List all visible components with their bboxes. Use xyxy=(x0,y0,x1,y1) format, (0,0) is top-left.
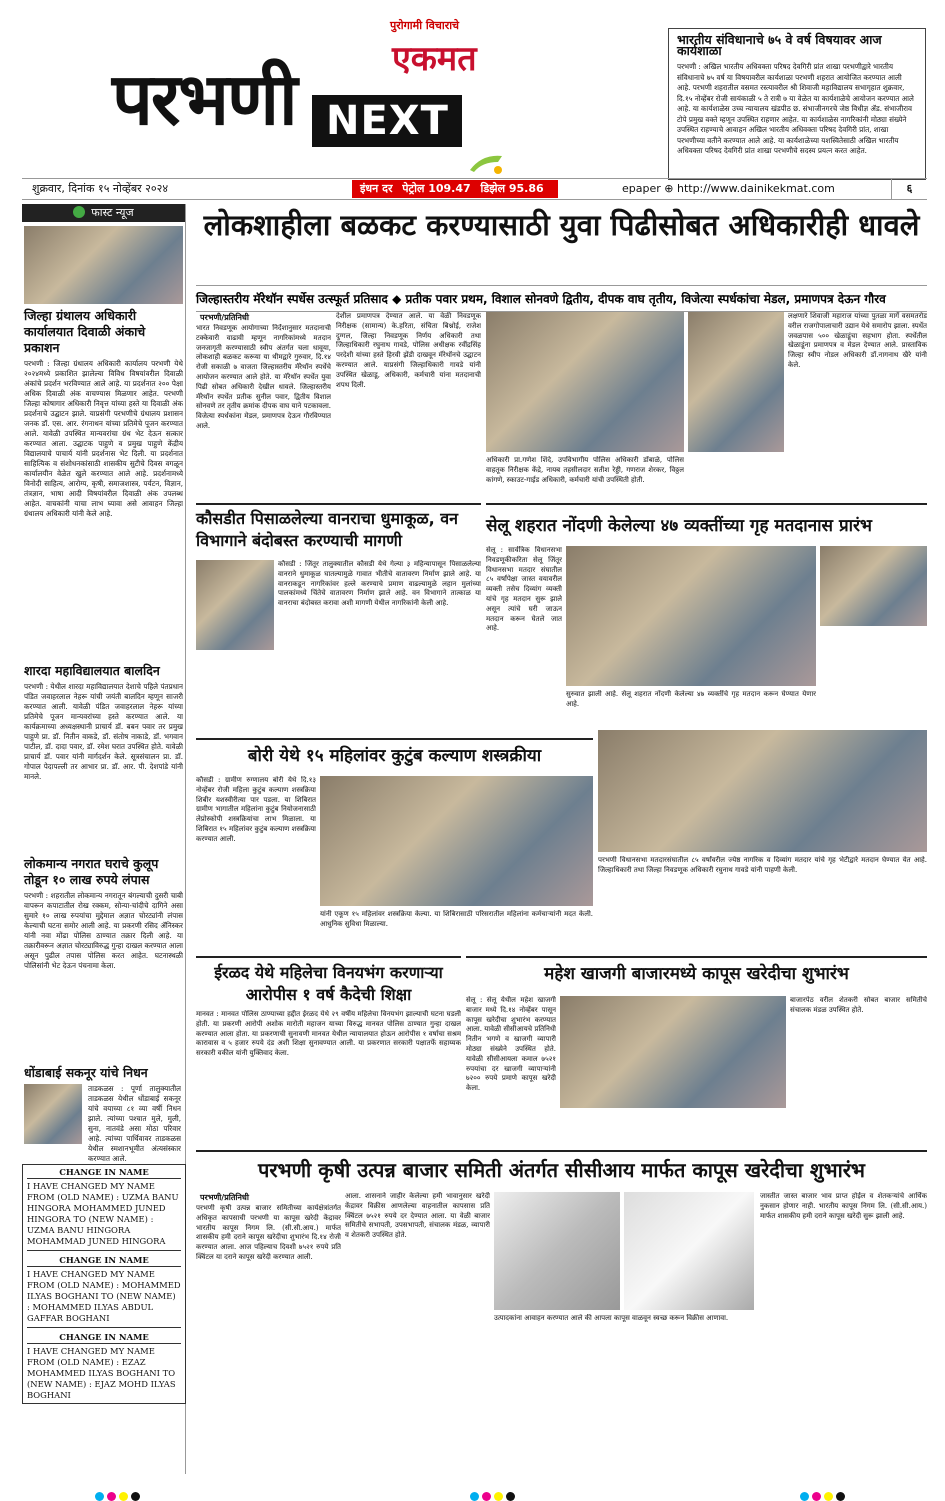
lead-subhead: जिल्हास्तरीय मॅरेथॉन स्पर्धेस उत्स्फूर्त प्रतिसाद ◆ प्रतीक पवार प्रथम, विशाल सोनवणे द्वितीय, दीपक वाघ तृतीय, विजेत्या स्पर्धकांचा मेडल, प्रमाणपत्र देऊन गौरव xyxy=(196,285,927,312)
next-label: NEXT xyxy=(326,98,449,144)
cyan-dot xyxy=(470,1492,479,1501)
obituary-photo xyxy=(24,1084,82,1144)
bori-caption: यांनी एकूण १५ महिलांवर शस्त्रक्रिया केल्या. या शिबिरासाठी परिसरातील महिलांना कर्मचाऱ्यांनी मदत केली. आधुनिक सुविधा मिळाल्या. xyxy=(320,910,593,928)
sidebar-story-body: परभणी : येथील शारदा महाविद्यालयात देशाचे पहिले पंतप्रधान पंडित जवाहरलाल नेहरू यांची जयंती बालदिन म्हणून साजरी करण्यात आली. यावेळी पंडित जवाहरलाल नेहरू यांच्या प्रतिमेचे पूजन मान्यवरांच्या हस्ते करण्यात आले. या कार्यक्रमाच्या अध्यक्षस्थानी प्राचार्य डॉ. बबन पवार तर प्रमुख पाहुणे प्रा. डॉ. नितीन वाकडे, डॉ. संतोष नाकाडे, डॉ. भगवान पाटील, डॉ. दादा पवार, डॉ. रमेश घरात उपस्थित होते. यावेळी प्राचार्य डॉ. पवार यांनी मार्गदर्शन केले. सूत्रसंचालन प्रा. डॉ. गोपाल पेदापल्ली तर आभार प्रा. डॉ. आर. पी. देशपांडे यांनी मानले. xyxy=(24,682,183,781)
cci-column-2: आला. शासनाने जाहीर केलेल्या हमी भावानुसार खरेदी केंद्रावर विक्रीस आणलेल्या वाहनातील कापसास प्रति क्विंटल ७५२१ रुपये दर देण्यात आला. या वेळी बाजार समितीचे सभापती, उपसभापती, संचालक मंडळ, व्यापारी व शेतकरी उपस्थित होते. xyxy=(345,1192,490,1240)
top-news-body: परभणी : अखिल भारतीय अधिवक्ता परिषद देवगिरी प्रांत शाखा परभणीद्वारे भारतीय संविधानाचे ७५ वर्ष या विषयावरील कार्यशाळा परभणी शहरात आयोजित करण्यात आली आहे. परभणी शहरातील वसमत रस्त्यावरील श्री शिवाजी महाविद्यालय सभागृहात शुक्रवार, दि.१५ नोव्हेंबर रोजी सायंकाळी ५ ते रात्री ७ या वेळेत या कार्यशाळेचे आयोजन करण्यात आले आहे. या कार्यशाळेस उच्च न्यायालय खंडपीठ छ. संभाजीनगरचे जेष्ठ विधीज्ञ ॲड. संभाजीराव टोपे प्रमुख वक्ते म्हणून उपस्थित राहणार आहेत. या कार्यशाळेस नागरिकांनी मोठ्या संख्येने उपस्थित राहण्याचे आवाहन अखिल भारतीय अधिवक्ता परिषद देवगिरी प्रांत, शाखा परभणीच्या वतीने करण्यात आले आहे. या कार्यशाळेच्या यशस्वितेसाठी अखिल भारतीय अधिवक्ता परिषद देवगिरी प्रांत शाखा परभणीचे सदस्य प्रयत्न करत आहेत. xyxy=(677,62,914,155)
page-number: ६ xyxy=(891,179,927,199)
magenta-dot xyxy=(107,1492,116,1501)
cci-caption: उत्पादकांना आवाहन करण्यात आले की आपला कापूस वाळवून स्वच्छ करून विक्रीस आणावा. xyxy=(494,1314,729,1322)
notice-title: CHANGE IN NAME xyxy=(27,1255,181,1267)
monkey-headline: कौसडीत पिसाळलेल्या वानराचा धुमाकूळ, वन विभागाने बंदोबस्त करण्याची मागणी xyxy=(196,509,459,550)
home-voting-photo xyxy=(566,546,816,686)
magenta-dot xyxy=(812,1492,821,1501)
cyan-dot xyxy=(95,1492,104,1501)
yellow-dot xyxy=(494,1492,503,1501)
magenta-dot xyxy=(482,1492,491,1501)
notice-block xyxy=(27,1167,181,1251)
print-registration-marks xyxy=(800,1486,848,1501)
sidebar-story-title: जिल्हा ग्रंथालय अधिकारी कार्यालयात दिवाळी अंकाचे प्रकाशन xyxy=(24,308,146,355)
yellow-dot xyxy=(119,1492,128,1501)
notice-title: CHANGE IN NAME xyxy=(27,1167,181,1179)
petrol-rate: पेट्रोल 109.47 xyxy=(402,182,471,195)
brand-logo: एकमत xyxy=(392,39,477,79)
sidebar-story-title: लोकमान्य नगरात घराचे कुलूप तोडून १० लाख रुपये लंपास xyxy=(24,856,159,887)
voting-photo-large xyxy=(598,730,927,852)
lead-column-1: भारत निवडणूक आयोगाच्या निर्देशानुसार मतदानाची टक्केवारी वाढावी म्हणून नागरिकांमध्ये मतदान जनजागृती करण्यासाठी स्वीप अंतर्गत चला धावूया, लोकशाही बळकट करूया या थीमद्वारे गुरुवार, दि.१४ रोजी सकाळी ७ वाजता जिल्हास्तरीय मॅरेथॉन स्पर्धेचे आयोजन करण्यात आले होते. या मॅरेथॉन स्पर्धेत युवा पिढी सोबत अधिकारी देखील धावले. जिल्हास्तरीय मॅरेथॉन स्पर्धेत प्रतीक सुनील पवार, द्वितीय विशाल सोनवणे तर तृतीय क्रमांक दीपक वाघ याने पटकावला. विजेत्या स्पर्धकांना मेडल, प्रमाणपत्र देऊन गौरविण्यात आले. xyxy=(196,324,331,430)
chevron-down-icon xyxy=(73,206,85,218)
cotton-photo-2 xyxy=(624,1192,754,1310)
selu-caption: परभणी विधानसभा मतदारसंघातील ८५ वर्षांवरील ज्येष्ठ नागरिक व दिव्यांग मतदार यांचे गृह भेटीद्वारे मतदान घेण्यात येत आहे. जिल्हाधिकारी तथा जिल्हा निवडणूक अधिकारी रघुनाथ गावडे यांनी पाहणी केली. xyxy=(598,856,927,874)
divider xyxy=(196,503,481,505)
divider xyxy=(466,956,927,958)
selu-photo-2 xyxy=(820,546,927,626)
diesel-rate: डिझेल 95.86 xyxy=(480,182,544,195)
sidebar-story-title: धोंडाबाई सकनूर यांचे निधन xyxy=(24,1065,148,1080)
black-dot xyxy=(506,1492,515,1501)
top-news-box xyxy=(668,28,926,180)
mahesh-body: सेलू : सेलू येथील महेश खाजगी बाजार मध्ये दि.१४ नोव्हेंबर पासून कापूस खरेदीचा शुभारंभ करण्यात आला. यावेळी सीसीआयचे प्रतिनिधी नितीन भगणे व खाजगी व्यापारी मोठ्या संख्येने उपस्थित होते. यावेळी सीसीआयला कमाल ७५२१ रुपयांचा दर खाजगी व्यापाऱ्यांनी ७२०० रुपये प्रमाणे कापूस खरेदी केला. xyxy=(466,996,556,1093)
fast-news-header xyxy=(22,204,185,222)
issue-date: शुक्रवार, दिनांक १५ नोव्हेंबर २०२४ xyxy=(32,182,169,195)
notice-body: I HAVE CHANGED MY NAME FROM (OLD NAME) : EZAZ MOHAMMED ILYAS BOGHANI TO (NEW NAME) : EJAZ MOHD ILYAS BOGHANI xyxy=(27,1346,176,1400)
sidebar-story-body: परभणी : जिल्हा ग्रंथालय अधिकारी कार्यालय परभणी येथे २०२४मध्ये प्रकाशित झालेल्या विविध विषयांवरील दिवाळी अंकांचे प्रदर्शन भरविण्यात आले आहे. या प्रदर्शनात २०० पेक्षा अधिक दिवाळी अंक वाचण्यास मिळणार आहेत. परभणी जिल्हा कोषागार अधिकारी निवृत्त यांच्या हस्ते या दिवाळी अंक प्रदर्शनाचे उद्घाटन झाले. याप्रसंगी परभणीचे ग्रंथालय प्रशासन जनक डॉ. एस. आर. रंगनाथन यांच्या प्रतिमेचे पूजन करण्यात आले. यावेळी उपस्थित मान्यवरांचा ग्रंथ भेट देऊन सत्कार करण्यात आला. उद्घाटक पाहुणे व प्रमुख पाहुणे केंद्रीय विद्यालयाचे पाचार्य यांनी प्रदर्शनास भेट दिली. या प्रदर्शनात साहित्यिक व संशोधनकांसाठी शासकीय सुटीचे दिवस वगळून कार्यालयीन वेळेत खुले करण्यात आले आहे. प्रदर्शनामध्ये विनोदी साहित्य, आरोग्य, कृषी, समाजशास्त्र, पर्यटन, विज्ञान, तंत्रज्ञान, भाषा आदी विषयांवरील दिवाळी अंक उपलब्ध आहेत. वाचकांनी याचा लाभ घ्यावा असे आवाहन जिल्हा ग्रंथालय अधिकारी यांनी केले आहे. xyxy=(24,359,183,518)
sidebar-story-body: ताडकळस : पूर्णा तालुक्यातील ताडकळस येथील धोंडाबाई सकनूर यांचे वयाच्या ८१ व्या वर्षी निधन झाले. त्यांच्या पश्चात मुले, मुली, सुना, नातवंडे असा मोठा परिवार आहे. त्यांच्या पार्थिवावर ताडकळस येथील स्मशानभूमीत अंत्यसंस्कार करण्यात आले. xyxy=(88,1084,181,1163)
monkey-photo xyxy=(196,560,274,650)
cotton-photo-1 xyxy=(494,1192,620,1310)
sidebar-story-body: परभणी : शहरातील लोकमान्य नगरातून बंगल्याची दुसरी चाबी वापरून कपाटातील रोख रक्कम, सोन्या-चांदीचे दागिने असा सुमारे १० लाख रुपयांचा मुद्देमाल अज्ञात चोरट्यांनी लंपास केल्याची घटना समोर आली आहे. या प्रकरणी रसिद ॲनिस्कर यांनी नवा मोंढा पोलिस ठाण्यात तक्रार दिली आहे. या तक्रारीवरून अज्ञात चोरट्याविरुद्ध गुन्हा दाखल करण्यात आला असून पुढील तपास पोलिस करत आहेत. घटनास्थळी पोलिसांनी भेट देऊन पंचनामा केला. xyxy=(24,891,183,970)
lead-photo-caption: अधिकारी प्रा.गणेश शिंदे, उपविभागीय पोलिस अधिकारी डोंबाळे, पोलिस वाहतूक निरीक्षक केंद्रे, नायब तहसीलदार सतीश रेड्डी, गणराज शेरकर, विठ्ठल कांगणे, स्काउट-गाईड अधिकारी, कर्मचारी यांची उपस्थिती होती. xyxy=(486,456,684,484)
irlad-headline: ईरळद येथे महिलेचा विनयभंग करणाऱ्या आरोपीस १ वर्ष कैदेची शिक्षा xyxy=(214,963,443,1004)
fuel-pump-icon xyxy=(468,150,504,176)
notice-body: I HAVE CHANGED MY NAME FROM (OLD NAME) : UZMA BANU HINGORA MOHAMMED JUNED HINGORA TO (NEW NAME) : UZMA BANU HINGORA MOHAMMAD JUNED HINGORA xyxy=(27,1181,179,1246)
cci-column-3: जास्तीत जास्त बाजार भाव प्राप्त होईल व शेतकऱ्यांचे आर्थिक नुकसान होणार नाही. भारतीय कापूस निगम लि. (सी.सी.आय.) मार्फत शासकीय हमी दराने कापूस खरेदी सुरू झाली आहे. xyxy=(760,1192,927,1220)
lead-byline: परभणी/प्रतिनिधी xyxy=(200,313,249,322)
bori-headline: बोरी येथे १५ महिलांवर कुटुंब कल्याण शस्त्रक्रीया xyxy=(247,746,542,766)
black-dot xyxy=(836,1492,845,1501)
surgery-camp-photo xyxy=(320,776,593,906)
fuel-rates xyxy=(352,180,558,198)
marathon-photo xyxy=(486,312,684,452)
cci-byline: परभणी/प्रतिनिधी xyxy=(200,1193,249,1202)
cci-headline: परभणी कृषी उत्पन्न बाजार समिती अंतर्गत सीसीआय मार्फत कापूस खरेदीचा शुभारंभ xyxy=(258,1158,865,1182)
divider xyxy=(196,956,461,958)
divider xyxy=(196,738,593,740)
edition-name: परभणी xyxy=(112,57,296,141)
fast-news-label: फास्ट न्यूज xyxy=(91,206,134,219)
sidebar-story-title: शारदा महाविद्यालयात बालदिन xyxy=(24,663,160,678)
next-logo xyxy=(312,95,462,147)
cyan-dot xyxy=(800,1492,809,1501)
mahesh-headline: महेश खाजगी बाजारमध्ये कापूस खरेदीचा शुभारंभ xyxy=(544,964,849,984)
yellow-dot xyxy=(824,1492,833,1501)
notice-body: I HAVE CHANGED MY NAME FROM (OLD NAME) : MOHAMMED ILYAS BOGHANI TO (NEW NAME) : MOHAMMED ILYAS ABDUL GAFFAR BOGHANI xyxy=(27,1269,181,1323)
bori-body: कौसडी : ग्रामीण रुग्णालय बोरी येथे दि.१३ नोव्हेंबर रोजी महिला कुटुंब कल्याण शस्त्रक्रिया शिबीर यशस्वीरीत्या पार पडला. या शिबिरात ग्रामीण भागातील महिलांना कुटुंब नियोजनासाठी लेप्रोस्कोपी शस्त्रक्रियांचा लाभ मिळाला. या शिबिरात १५ महिलांवर कुटुंब कल्याण शस्त्रक्रिया करण्यात आली. xyxy=(196,776,316,843)
change-of-name-notices xyxy=(22,1164,186,1404)
library-photo xyxy=(24,226,183,304)
lead-column-2: देशील प्रमाणपत्र देण्यात आले. या वेळी निवडणूक निरीक्षक (सामान्य) के.हरिता, संचिता बिश्नोई, राजेश दुग्गल, जिल्हा निवडणूक निर्णय अधिकारी तथा जिल्हाधिकारी रघुनाथ गावडे, पोलिस अधीक्षक रवींद्रसिंह परदेशी यांच्या हस्ते हिरवी झेंडी दाखवून मॅरेथॉनचे उद्घाटन करण्यात आले. याप्रसंगी जिल्हाधिकारी गावडे यांनी उपस्थित खेळाडू, अधिकारी, कर्मचारी यांना मतदानाची शपथ दिली. xyxy=(336,312,481,389)
selu-headline: सेलू शहरात नोंदणी केलेल्या ४७ व्यक्तींच्या गृह मतदानास प्रारंभ xyxy=(486,516,872,536)
irlad-body: मानवत : मानवत पोलिस ठाण्याच्या हद्दीत ईरळद येथे २९ वर्षीय महिलेचा विनयभंग झाल्याची घटना घडली होती. या प्रकरणी आरोपी अशोक मारोती महाजन याच्या विरुद्ध मानवत पोलिस ठाण्यात गुन्हा दाखल करण्यात आला होता. या प्रकरणाची सुनावणी मानवत येथील न्यायालयात होऊन आरोपीस १ वर्षाचा सश्रम कारावास व ५ हजार रुपये दंड अशी शिक्षा सुनावण्यात आली. या प्रकरणात सरकारी पक्षातर्फे सहाय्यक सरकारी वकील यांनी युक्तिवाद केला. xyxy=(196,1010,461,1058)
fuel-label: इंधन दर xyxy=(360,182,393,195)
mahesh-caption: बाजारपेठ वरील शेतकरी सोबत बाजार समितीचे संचालक मंडळ उपस्थित होते. xyxy=(790,996,927,1014)
notice-block xyxy=(27,1255,181,1328)
notice-title: CHANGE IN NAME xyxy=(27,1332,181,1344)
cotton-market-photo xyxy=(560,996,786,1108)
divider xyxy=(486,503,927,505)
divider xyxy=(196,1150,927,1152)
selu-body: सेलू : सार्वत्रिक विधानसभा निवडणूकीकरिता सेलू जिंतूर विधानसभा मतदार संघातील ८५ वर्षांपेक्षा जास्त वयावरील व्यक्ती तसेच दिव्यांग व्यक्ती यांचे गृह मतदान सुरू झाले असून त्यांचे घरी जाऊन मतदान करून घेतले जात आहे. xyxy=(486,546,562,633)
masthead-tagline: पुरोगामी विचाराचे xyxy=(390,19,460,32)
monkey-body: कौसडी : जिंतूर तालुक्यातील कौसडी येथे गेल्या ३ महिन्यापासून पिसाळलेल्या वानराने धुमाकूळ घातल्यामुळे गावात भीतीचे वातावरण निर्माण झाले आहे. या वानराकडून नागरिकांवर हल्ले करण्याचे प्रमाण वाढल्यामुळे लहान मुलांच्या पालकांमध्ये चिंतेचे वातावरण निर्माण झाले आहे. वन विभागाने तात्काळ या वानराचा बंदोबस्त करावा अशी मागणी येथील नागरिकांनी केली आहे. xyxy=(278,560,481,608)
lead-headline: लोकशाहीला बळकट करण्यासाठी युवा पिढीसोबत अधिकारीही धावले xyxy=(203,208,920,242)
dateline-bar xyxy=(22,178,927,200)
lead-column-3: लक्षणारे शिवाजी महाराज यांच्या पुतळा मार्गे वसमतरोड वरील राजगोपालाचारी उद्यान येथे समारोप झाला. स्पर्धेत जवळपास ५०० खेळाडूंचा सहभाग होता. स्पर्धेतील खेळाडूंना प्रमाणपत्र व मेडल देण्यात आले. प्रास्ताविक जिल्हा स्वीप नोडल अधिकारी डॉ.नागनाथ खैरे यांनी केले. xyxy=(788,312,927,369)
black-dot xyxy=(131,1492,140,1501)
notice-block xyxy=(27,1332,181,1401)
top-news-title: भारतीय संविधानाचे ७५ वे वर्ष विषयावर आज कार्यशाळा xyxy=(677,32,882,58)
marathon-photo-2 xyxy=(688,312,784,452)
print-registration-marks xyxy=(470,1486,518,1501)
cci-column-1: परभणी कृषी उत्पन्न बाजार समितीच्या कार्यक्षेत्रांतर्गत अधिकृत कापसाची परभणी या कापूस खरेदी केंद्रावर भारतीय कापूस निगम लि. (सी.सी.आय.) मार्फत शासकीय हमी दराने कापूस खरेदीचा शुभारंभ दि.१४ रोजी करण्यात आला. आज पहिल्याच दिवशी ७५२१ रुपये प्रति क्विंटल या दराने कापूस खरेदी करण्यात आली. xyxy=(196,1204,341,1261)
print-registration-marks xyxy=(95,1486,143,1501)
epaper-link[interactable]: epaper ⊕ http://www.dainikekmat.com xyxy=(622,182,835,195)
selu-body-2: सुरुवात झाली आहे. सेलू शहरात नोंदणी केलेल्या ४७ व्यक्तींचे गृह मतदान करून घेण्यात येणार आहे. xyxy=(566,690,816,708)
